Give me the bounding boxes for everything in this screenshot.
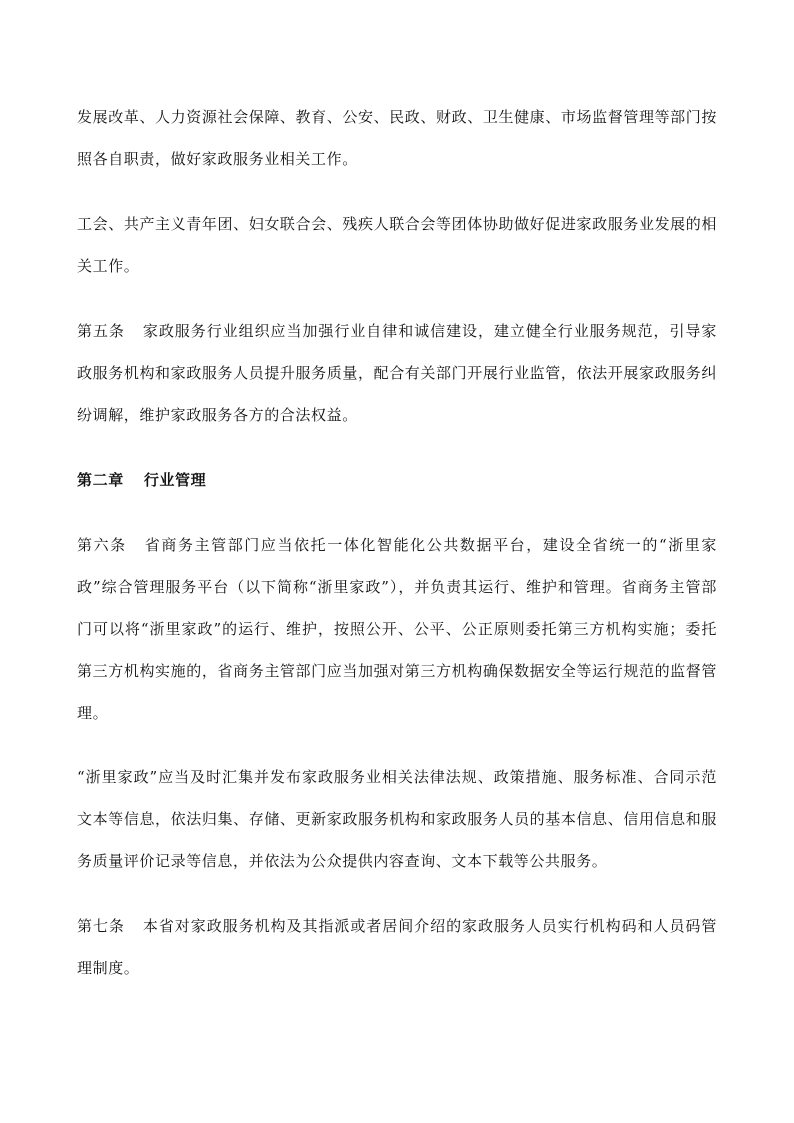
article-text: 家政服务行业组织应当加强行业自律和诚信建设，建立健全行业服务规范，引导家政服务机构和家政服务人员提升服务质量，配合有关部门开展行业监管，依法开展家政服务纠纷调解，维护家政服务各方的合法权益。 (77, 322, 717, 424)
article-text: 本省对家政服务机构及其指派或者居间介绍的家政服务人员实行机构码和人员码管理制度。 (77, 917, 717, 977)
article-number: 第五条 (77, 322, 125, 340)
article-5 (77, 310, 717, 436)
chapter-title: 行业管理 (143, 471, 207, 489)
article-6 (77, 524, 717, 734)
article-number: 第六条 (77, 536, 127, 554)
chapter-heading (77, 459, 717, 501)
article-7 (77, 905, 717, 989)
paragraph-departments: 发展改革、人力资源社会保障、教育、公安、民政、财政、卫生健康、市场监督管理等部门按照各自职责，做好家政服务业相关工作。 (77, 108, 717, 168)
article-text: 省商务主管部门应当依托一体化智能化公共数据平台，建设全省统一的“浙里家政”综合管理服务平台（以下简称“浙里家政”），并负责其运行、维护和管理。省商务主管部门可以将“浙里家政”的运行、维护，按照公开、公平、公正原则委托第三方机构实施；委托第三方机构实施的，省商务主管部门应当加强对第三方机构确保数据安全等运行规范的监督管理。 (77, 536, 717, 722)
paragraph-platform-info: “浙里家政”应当及时汇集并发布家政服务业相关法律法规、政策措施、服务标准、合同示范文本等信息，依法归集、存储、更新家政服务机构和家政服务人员的基本信息、信用信息和服务质量评价记录等信息，并依法为公众提供内容查询、文本下载等公共服务。 (77, 768, 717, 870)
chapter-number: 第二章 (77, 471, 124, 489)
paragraph-organizations: 工会、共产主义青年团、妇女联合会、残疾人联合会等团体协助做好促进家政服务业发展的相关工作。 (77, 215, 717, 275)
article-number: 第七条 (77, 917, 125, 935)
